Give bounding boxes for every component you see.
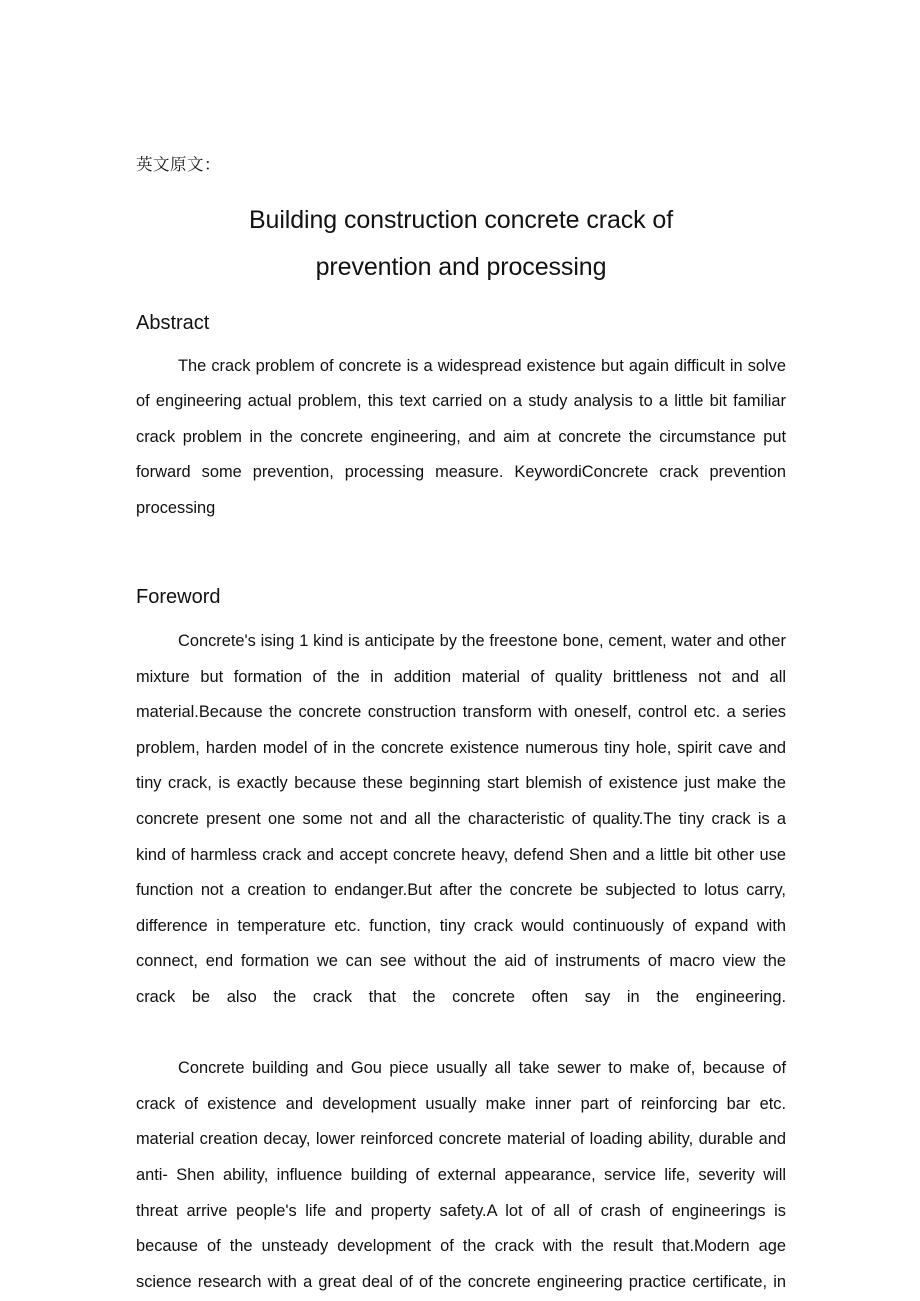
foreword-paragraph-1: Concrete's ising 1 kind is anticipate by the freestone bone, cement, water and other mixture but formation of the in addition material of quality brittleness not and all material.Because the concrete construction transform with oneself, control etc. a series problem, harden model of in the concrete existence numerous tiny hole, spirit cave and tiny crack, is exactly because these beginning start blemish of existence just make the concrete present one some not and all the characteristic of quality.The tiny crack is a kind of harmless crack and accept concrete heavy, defend Shen and a little bit other use function not a creation to endanger.But after the concrete be subjected to lotus carry, difference in temperature etc. function, tiny crack would continuously of expand with connect, end formation we can see without the aid of instruments of macro view the crack be also the crack that the concrete often say in the engineering. xyxy=(136,632,786,1006)
english-original-label: 英文原文： xyxy=(136,155,221,174)
section-heading-abstract: Abstract xyxy=(136,311,210,334)
page-title xyxy=(136,174,786,291)
section-heading-foreword: Foreword xyxy=(136,586,221,609)
document-content-column xyxy=(136,0,786,1301)
foreword-paragraph-2: Concrete building and Gou piece usually all take sewer to make of, because of crack of existence and development usually make inner part of reinforcing bar etc. material creation decay, lower reinforced concrete material of loading ability, durable and anti- Shen ability, influence building of external appearance, service life, severity will threat arrive people's life and property safety.A lot of all of crash of engineerings is because of the unsteady development of the crack with the result that.Modern age science research with a great deal of of the concrete engineering practice certificate, in xyxy=(136,1059,786,1291)
page-title-line-1: Building construction concrete crack of xyxy=(248,205,674,234)
page-title-line-2: prevention and processing xyxy=(315,252,607,281)
abstract-paragraph: The crack problem of concrete is a widespread existence but again difficult in solve of engineering actual problem, this text carried on a study analysis to a little bit familiar crack problem in the concrete engineering, and aim at concrete the circumstance put forward some prevention, processing measure. KeywordiConcrete crack prevention processing xyxy=(136,356,786,517)
